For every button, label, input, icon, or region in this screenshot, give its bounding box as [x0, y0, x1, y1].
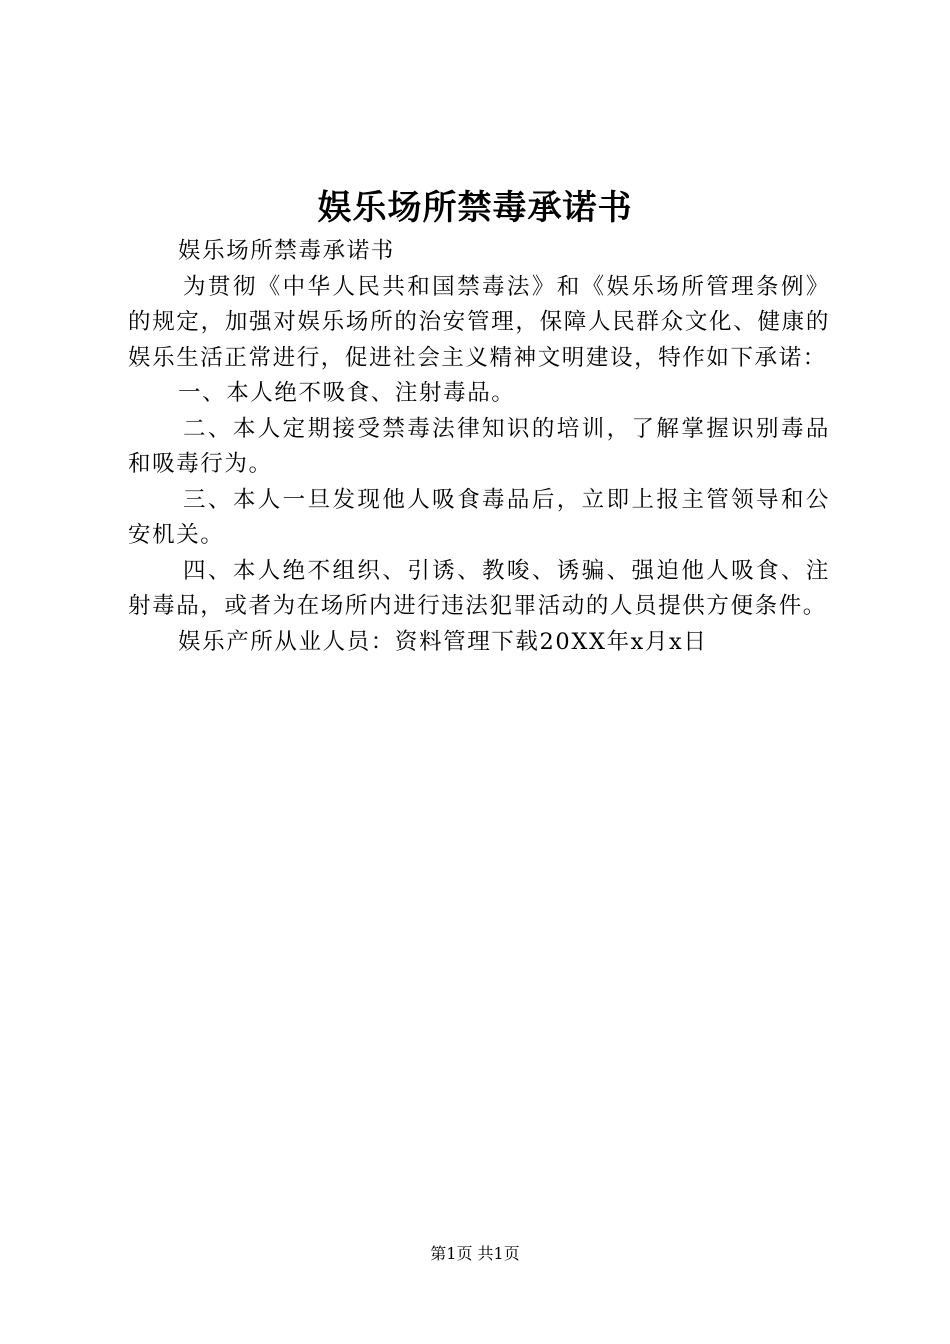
- document-subtitle: 娱乐场所禁毒承诺书: [178, 238, 395, 264]
- document-body: [128, 234, 830, 660]
- intro-paragraph: 为贯彻《中华人民共和国禁毒法》和《娱乐场所管理条例》的规定，加强对娱乐场所的治安管理，保障人民群众文化、健康的娱乐生活正常进行，促进社会主义精神文明建设，特作如下承诺：: [128, 273, 830, 371]
- commitment-item-1: 一、本人绝不吸食、注射毒品。: [178, 380, 516, 406]
- commitment-item-4: 四、本人绝不组织、引诱、教唆、诱骗、强迫他人吸食、注射毒品，或者为在场所内进行违法犯罪活动的人员提供方便条件。: [128, 557, 830, 619]
- page-title: 娱乐场所禁毒承诺书: [317, 188, 633, 228]
- signature-line: 娱乐产所从业人员：资料管理下载20XX年x月x日: [178, 628, 708, 655]
- commitment-item-3: 三、本人一旦发现他人吸食毒品后，立即上报主管领导和公安机关。: [128, 486, 830, 548]
- commitment-item-2: 二、本人定期接受禁毒法律知识的培训，了解掌握识别毒品和吸毒行为。: [128, 415, 830, 477]
- page-footer: 第1页 共1页: [430, 1244, 520, 1263]
